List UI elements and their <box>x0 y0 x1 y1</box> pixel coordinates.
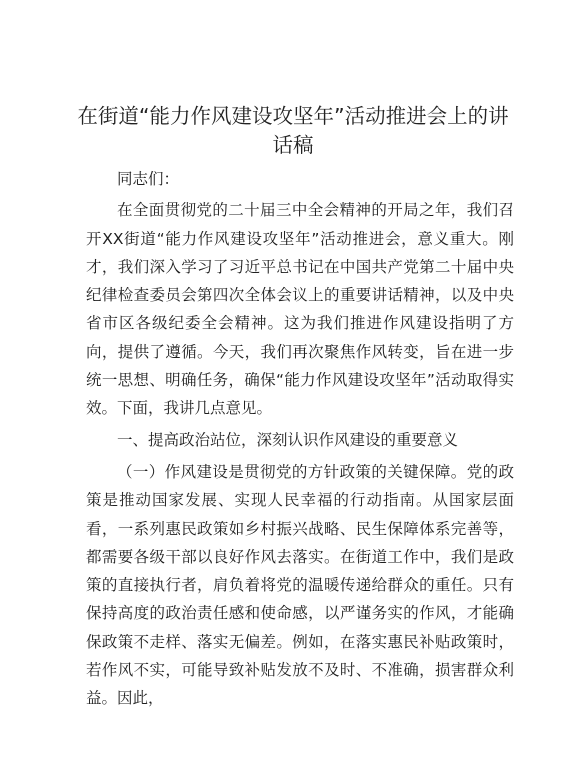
document-body <box>86 165 514 716</box>
subsection-paragraph: （一）作风建设是贯彻党的方针政策的关键保障。党的政策是推动国家发展、实现人民幸福的行动指南。从国家层面看，一系列惠民政策如乡村振兴战略、民生保障体系完善等，都需要各级干部以良好作风去落实。在街道工作中，我们是政策的直接执行者，肩负着将党的温暖传递给群众的重任。只有保持高度的政治责任感和使命感，以严谨务实的作风，才能确保政策不走样、落实无偏差。例如，在落实惠民补贴政策时，若作风不实，可能导致补贴发放不及时、不准确，损害群众利益。因此， <box>86 462 514 708</box>
salutation: 同志们： <box>117 170 180 188</box>
section-heading: 一、提高政治站位，深刻认识作风建设的重要意义 <box>117 430 459 449</box>
intro-paragraph: 在全面贯彻党的二十届三中全会精神的开局之年，我们召开XX街道“能力作风建设攻坚年”活动推进会，意义重大。刚才，我们深入学习了习近平总书记在中国共产党第二十届中央纪律检查委员会第四次全体会议上的重要讲话精神，以及中央省市区各级纪委全会精神。这为我们推进作风建设指明了方向，提供了遵循。今天，我们再次聚焦作风转变，旨在进一步统一思想、明确任务，确保“能力作风建设攻坚年”活动取得实效。下面，我讲几点意见。 <box>86 201 514 418</box>
document-title: 在街道“能力作风建设攻坚年”活动推进会上的讲话稿 <box>77 104 509 157</box>
